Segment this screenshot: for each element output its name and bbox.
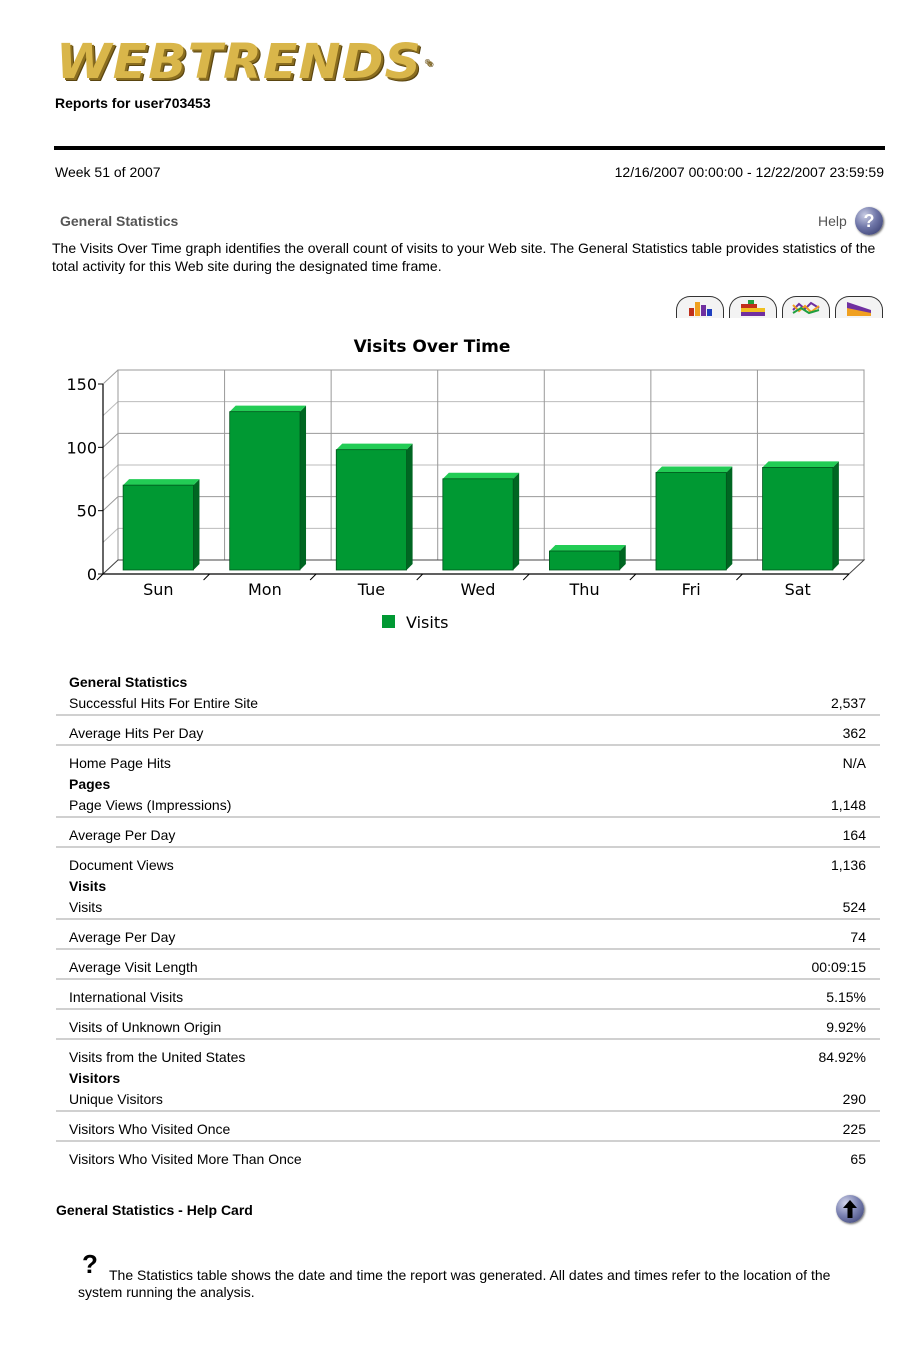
- row-label: Visitors: [69, 1070, 121, 1086]
- bar-front: [549, 551, 619, 570]
- bar-front: [763, 467, 833, 570]
- x-tick: [417, 574, 423, 580]
- table-section-header: [56, 876, 880, 896]
- table-row: [56, 1088, 880, 1112]
- question-mark-icon: ?: [82, 1249, 98, 1279]
- bar-top: [443, 473, 519, 479]
- table-row: [56, 824, 880, 848]
- bar-wed: [443, 473, 519, 570]
- table-row: [56, 1118, 880, 1142]
- row-value: 5.15%: [826, 989, 866, 1005]
- report-subtitle: Reports for user703453: [55, 95, 211, 111]
- row-value: 362: [842, 725, 866, 741]
- area-chart-icon[interactable]: [835, 296, 883, 318]
- row-label: Average Per Day: [69, 827, 176, 843]
- x-tick-label: Fri: [681, 580, 701, 599]
- table-row: [56, 926, 880, 950]
- row-value: 00:09:15: [811, 959, 866, 975]
- line-chart-icon[interactable]: [782, 296, 830, 318]
- row-label: Visitors Who Visited More Than Once: [69, 1151, 302, 1167]
- row-label: Visits: [69, 878, 107, 894]
- bar-tue: [336, 444, 412, 570]
- table-row: [56, 986, 880, 1010]
- x-tick: [736, 574, 742, 580]
- row-label: General Statistics: [69, 674, 188, 690]
- help-link[interactable]: Help: [818, 213, 847, 229]
- bar-sun: [123, 479, 199, 570]
- visits-over-time-chart: [52, 330, 882, 640]
- grid-line: [103, 465, 118, 479]
- row-value: 2,537: [830, 695, 866, 711]
- grid-line: [103, 402, 118, 416]
- bar-top: [656, 466, 732, 472]
- row-label: Home Page Hits: [69, 755, 171, 771]
- x-tick: [97, 574, 103, 580]
- x-tick-label: Sun: [143, 580, 174, 599]
- bar-front: [336, 450, 406, 570]
- table-row: [56, 794, 880, 818]
- row-value: 65: [850, 1151, 866, 1167]
- table-row: [56, 752, 880, 774]
- table-section-header: [56, 1068, 880, 1088]
- bar-fri: [656, 466, 732, 570]
- grid-line: [103, 497, 118, 511]
- bar-front: [230, 412, 300, 570]
- y-tick-label: 150: [66, 375, 97, 394]
- table-row: [56, 1016, 880, 1040]
- row-label: Visits from the United States: [69, 1049, 246, 1065]
- row-value: 290: [842, 1091, 866, 1107]
- bar-side: [300, 406, 306, 570]
- x-tick-label: Wed: [460, 580, 496, 599]
- row-label: Successful Hits For Entire Site: [69, 695, 259, 711]
- table-row: [56, 956, 880, 980]
- x-tick: [523, 574, 529, 580]
- chart-title: Visits Over Time: [353, 337, 511, 357]
- table-row: [56, 722, 880, 746]
- grid-line: [103, 433, 118, 447]
- logo-mark: ®: [423, 58, 433, 66]
- date-range: 12/16/2007 00:00:00 - 12/22/2007 23:59:59: [614, 164, 884, 180]
- table-row: [56, 692, 880, 716]
- row-value: 74: [850, 929, 866, 945]
- row-label: Average Visit Length: [69, 959, 198, 975]
- bar-side: [726, 466, 732, 570]
- row-value: N/A: [842, 755, 866, 771]
- week-label: Week 51 of 2007: [55, 164, 161, 180]
- x-tick: [204, 574, 210, 580]
- x-tick-label: Mon: [247, 580, 282, 599]
- row-value: 225: [842, 1121, 866, 1137]
- row-value: 1,136: [830, 857, 866, 873]
- help-card-text: The Statistics table shows the date and time the report was generated. All dates and times refer to the location of the system running the analysis.: [78, 1267, 831, 1300]
- row-label: Document Views: [69, 857, 174, 873]
- legend-label: Visits: [406, 613, 449, 632]
- legend-swatch: [382, 615, 395, 628]
- help-question-icon[interactable]: ?: [855, 207, 883, 235]
- arrow-up-icon[interactable]: [836, 1195, 864, 1223]
- grid-line: [103, 528, 118, 542]
- bar-front: [123, 485, 193, 570]
- row-label: Visits: [69, 899, 103, 915]
- bar-side: [833, 461, 839, 570]
- y-tick-label: 50: [76, 501, 97, 521]
- y-tick-label: 0: [86, 565, 97, 584]
- table-row: [56, 1148, 880, 1170]
- general-statistics-table: [56, 672, 880, 1170]
- row-label: Unique Visitors: [69, 1091, 163, 1107]
- bar-mon: [230, 406, 306, 570]
- bar-top: [763, 461, 839, 467]
- table-row: [56, 854, 880, 876]
- row-value: 524: [842, 899, 866, 915]
- row-label: Average Hits Per Day: [69, 725, 204, 741]
- row-label: Pages: [69, 776, 111, 792]
- row-label: Page Views (Impressions): [69, 797, 232, 813]
- bar-side: [407, 444, 413, 570]
- row-label: Average Per Day: [69, 929, 176, 945]
- row-label: Visitors Who Visited Once: [69, 1121, 231, 1137]
- x-tick-label: Thu: [569, 580, 600, 599]
- webtrends-logo: [56, 34, 432, 90]
- section-title: General Statistics: [60, 213, 179, 229]
- grid-line: [103, 370, 118, 384]
- x-tick: [843, 574, 849, 580]
- section-description: The Visits Over Time graph identifies the overall count of visits to your Web site. The General Statistics table provides statistics of the total activity for this Web site during the designated time frame.: [52, 240, 876, 274]
- bar-top: [336, 444, 412, 450]
- row-value: 1,148: [830, 797, 866, 813]
- header-divider: [54, 146, 885, 150]
- x-tick-label: Tue: [357, 580, 386, 599]
- table-row: [56, 1046, 880, 1068]
- bar-sat: [763, 461, 839, 570]
- table-section-header: [56, 774, 880, 794]
- table-row: [56, 896, 880, 920]
- row-value: 9.92%: [826, 1019, 866, 1035]
- help-card-title: General Statistics - Help Card: [56, 1202, 253, 1218]
- row-label: Visits of Unknown Origin: [69, 1019, 222, 1035]
- bar-side: [193, 479, 199, 570]
- stacked-bar-chart-icon[interactable]: [729, 296, 777, 318]
- bar-top: [549, 545, 625, 551]
- row-value: 84.92%: [818, 1049, 866, 1065]
- x-tick: [630, 574, 636, 580]
- row-label: International Visits: [69, 989, 184, 1005]
- logo-text: WEBTRENDS: [56, 34, 422, 90]
- y-tick-label: 100: [66, 438, 97, 458]
- bar-front: [443, 479, 513, 570]
- bar-top: [123, 479, 199, 485]
- bar-front: [656, 472, 726, 570]
- x-tick-label: Sat: [784, 580, 811, 599]
- bar-chart-icon[interactable]: [676, 296, 724, 318]
- bar-side: [513, 473, 519, 570]
- bar-thu: [549, 545, 625, 570]
- x-tick: [310, 574, 316, 580]
- bar-top: [230, 406, 306, 412]
- table-section-header: [56, 672, 880, 692]
- row-value: 164: [842, 827, 866, 843]
